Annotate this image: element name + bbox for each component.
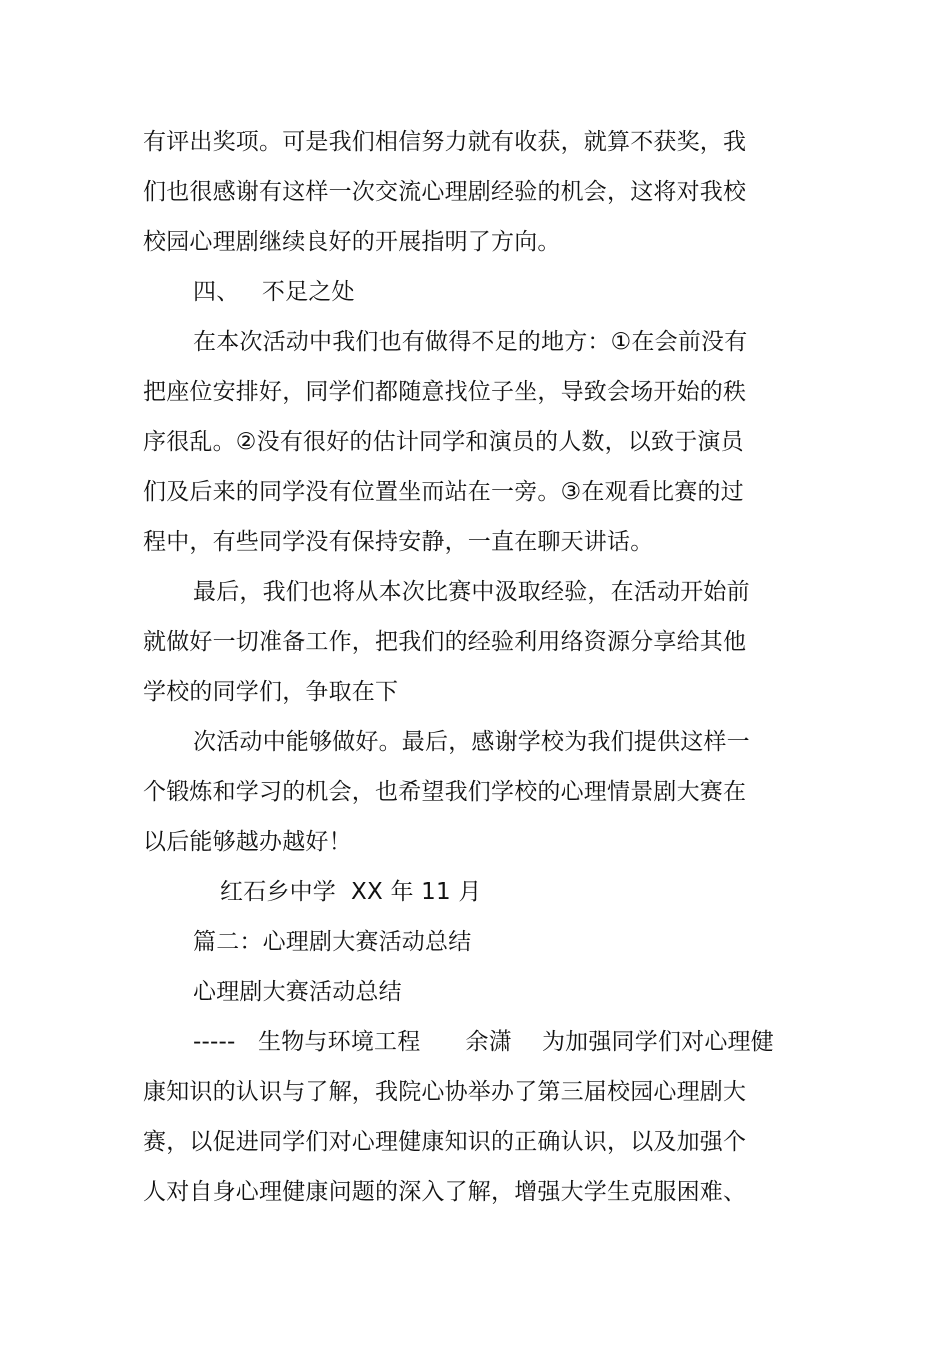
paragraph-line: 康知识的认识与了解，我院心协举办了第三届校园心理剧大 bbox=[143, 1079, 747, 1105]
paragraph-line: 们及后来的同学没有位置坐而站在一旁。③在观看比赛的过 bbox=[143, 479, 744, 505]
paragraph-line: 序很乱。②没有很好的估计同学和演员的人数，以致于演员 bbox=[143, 429, 744, 455]
paragraph-line: 在本次活动中我们也有做得不足的地方：①在会前没有 bbox=[193, 329, 748, 355]
paragraph-line: 有评出奖项。可是我们相信努力就有收获，就算不获奖，我 bbox=[143, 129, 747, 155]
article-title: 心理剧大赛活动总结 bbox=[193, 979, 402, 1005]
paragraph-line: 赛，以促进同学们对心理健康知识的正确认识，以及加强个 bbox=[143, 1129, 747, 1155]
paragraph-line: 人对自身心理健康问题的深入了解，增强大学生克服困难、 bbox=[143, 1179, 747, 1205]
section-title: 篇二：心理剧大赛活动总结 bbox=[193, 929, 472, 955]
paragraph-line: 最后，我们也将从本次比赛中汲取经验，在活动开始前 bbox=[193, 579, 750, 605]
author-line: ----- 生物与环境工程 余潇 为加强同学们对心理健 bbox=[193, 1029, 774, 1055]
paragraph-line: 次活动中能够做好。最后，感谢学校为我们提供这样一 bbox=[193, 729, 750, 755]
paragraph-line: 学校的同学们，争取在下 bbox=[143, 679, 399, 705]
signature-line: 红石乡中学 XX 年 11 月 bbox=[220, 879, 482, 905]
paragraph-line: 程中，有些同学没有保持安静，一直在聊天讲话。 bbox=[143, 529, 654, 555]
paragraph-line: 们也很感谢有这样一次交流心理剧经验的机会，这将对我校 bbox=[143, 179, 747, 205]
paragraph-line: 校园心理剧继续良好的开展指明了方向。 bbox=[143, 229, 561, 255]
paragraph-line: 个锻炼和学习的机会，也希望我们学校的心理情景剧大赛在 bbox=[143, 779, 747, 805]
paragraph-line: 就做好一切准备工作，把我们的经验利用络资源分享给其他 bbox=[143, 629, 747, 655]
section-heading: 四、 不足之处 bbox=[193, 279, 355, 305]
paragraph-line: 以后能够越办越好！ bbox=[143, 829, 352, 855]
paragraph-line: 把座位安排好，同学们都随意找位子坐，导致会场开始的秩 bbox=[143, 379, 747, 405]
